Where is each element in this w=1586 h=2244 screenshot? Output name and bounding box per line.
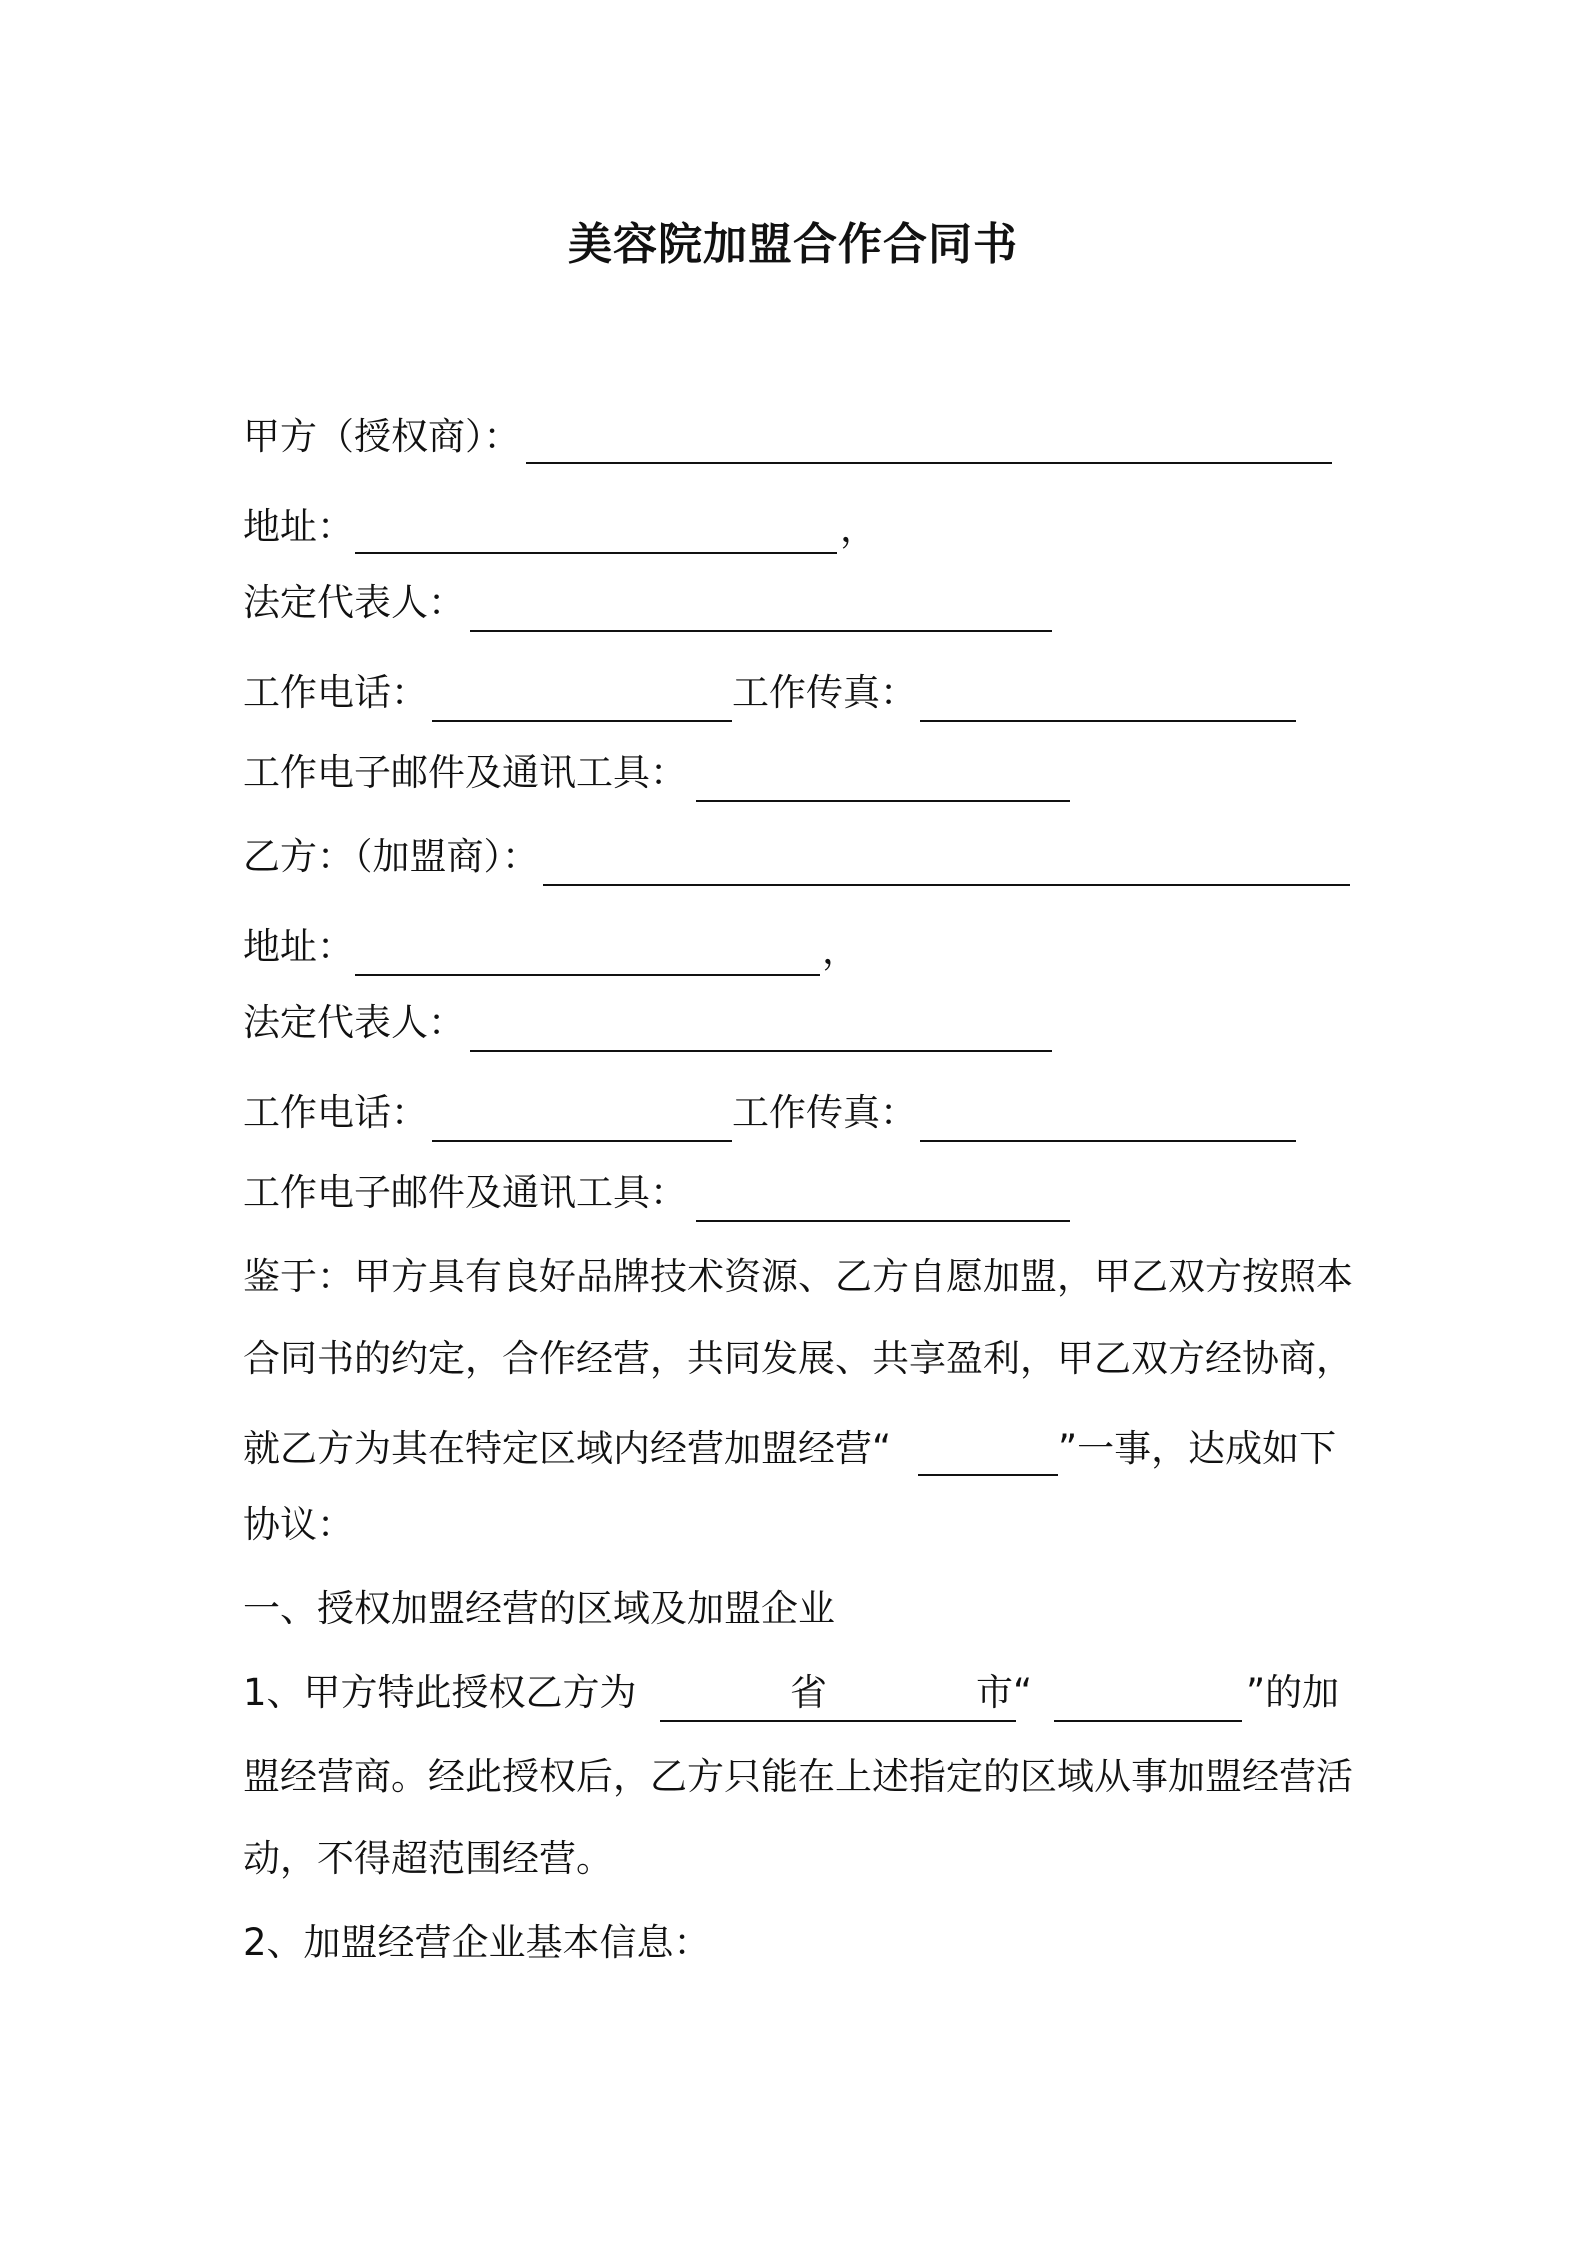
party-a-fax-label: 工作传真： [732, 671, 917, 714]
party-b-label: 乙方：（加盟商）： [243, 835, 539, 878]
party-a-fax-blank[interactable] [920, 720, 1296, 722]
store-name-blank[interactable] [1054, 1720, 1242, 1722]
province-city-blank[interactable] [660, 1720, 1016, 1722]
preamble-line-2: 合同书的约定，合作经营，共同发展、共享盈利，甲乙双方经协商， [243, 1337, 1353, 1380]
preamble-line-3-start: 就乙方为其在特定区域内经营加盟经营“ [243, 1427, 892, 1470]
preamble-line-3-end: ”一事，达成如下 [1058, 1427, 1337, 1470]
party-b-phone-blank[interactable] [432, 1140, 732, 1142]
section-1-heading: 一、授权加盟经营的区域及加盟企业 [243, 1587, 835, 1630]
party-b-name-blank[interactable] [543, 884, 1350, 886]
party-a-phone-label: 工作电话： [243, 671, 428, 714]
document-title: 美容院加盟合作合同书 [568, 219, 1018, 270]
party-b-email-label: 工作电子邮件及通讯工具： [243, 1171, 687, 1214]
party-a-legal-rep-label: 法定代表人： [243, 581, 465, 624]
item-1-end: ”的加 [1246, 1671, 1340, 1714]
city-label: 市“ [976, 1671, 1033, 1714]
preamble-line-4: 协议： [243, 1503, 354, 1546]
item-2: 2、加盟经营企业基本信息： [243, 1921, 711, 1964]
party-a-label: 甲方（授权商）： [243, 415, 521, 458]
party-b-phone-label: 工作电话： [243, 1091, 428, 1134]
province-label: 省 [790, 1671, 827, 1714]
item-1-start: 1、甲方特此授权乙方为 [243, 1671, 637, 1714]
party-b-legal-rep-label: 法定代表人： [243, 1001, 465, 1044]
party-b-fax-label: 工作传真： [732, 1091, 917, 1134]
party-a-name-blank[interactable] [526, 462, 1332, 464]
item-1-line-3: 动，不得超范围经营。 [243, 1837, 613, 1880]
preamble-line-1: 鉴于：甲方具有良好品牌技术资源、乙方自愿加盟，甲乙双方按照本 [243, 1255, 1353, 1298]
party-b-address-blank[interactable] [355, 974, 820, 976]
party-a-phone-blank[interactable] [432, 720, 732, 722]
party-b-address-comma: ， [822, 929, 859, 972]
party-a-email-blank[interactable] [696, 800, 1070, 802]
party-a-address-label: 地址： [243, 505, 354, 548]
party-a-address-comma: ， [840, 507, 877, 550]
party-b-fax-blank[interactable] [920, 1140, 1296, 1142]
party-b-legal-rep-blank[interactable] [470, 1050, 1052, 1052]
business-name-blank[interactable] [918, 1474, 1058, 1476]
party-a-email-label: 工作电子邮件及通讯工具： [243, 751, 687, 794]
party-b-address-label: 地址： [243, 925, 354, 968]
party-a-legal-rep-blank[interactable] [470, 630, 1052, 632]
party-b-email-blank[interactable] [696, 1220, 1070, 1222]
party-a-address-blank[interactable] [355, 552, 837, 554]
item-1-line-2: 盟经营商。经此授权后，乙方只能在上述指定的区域从事加盟经营活 [243, 1755, 1353, 1798]
